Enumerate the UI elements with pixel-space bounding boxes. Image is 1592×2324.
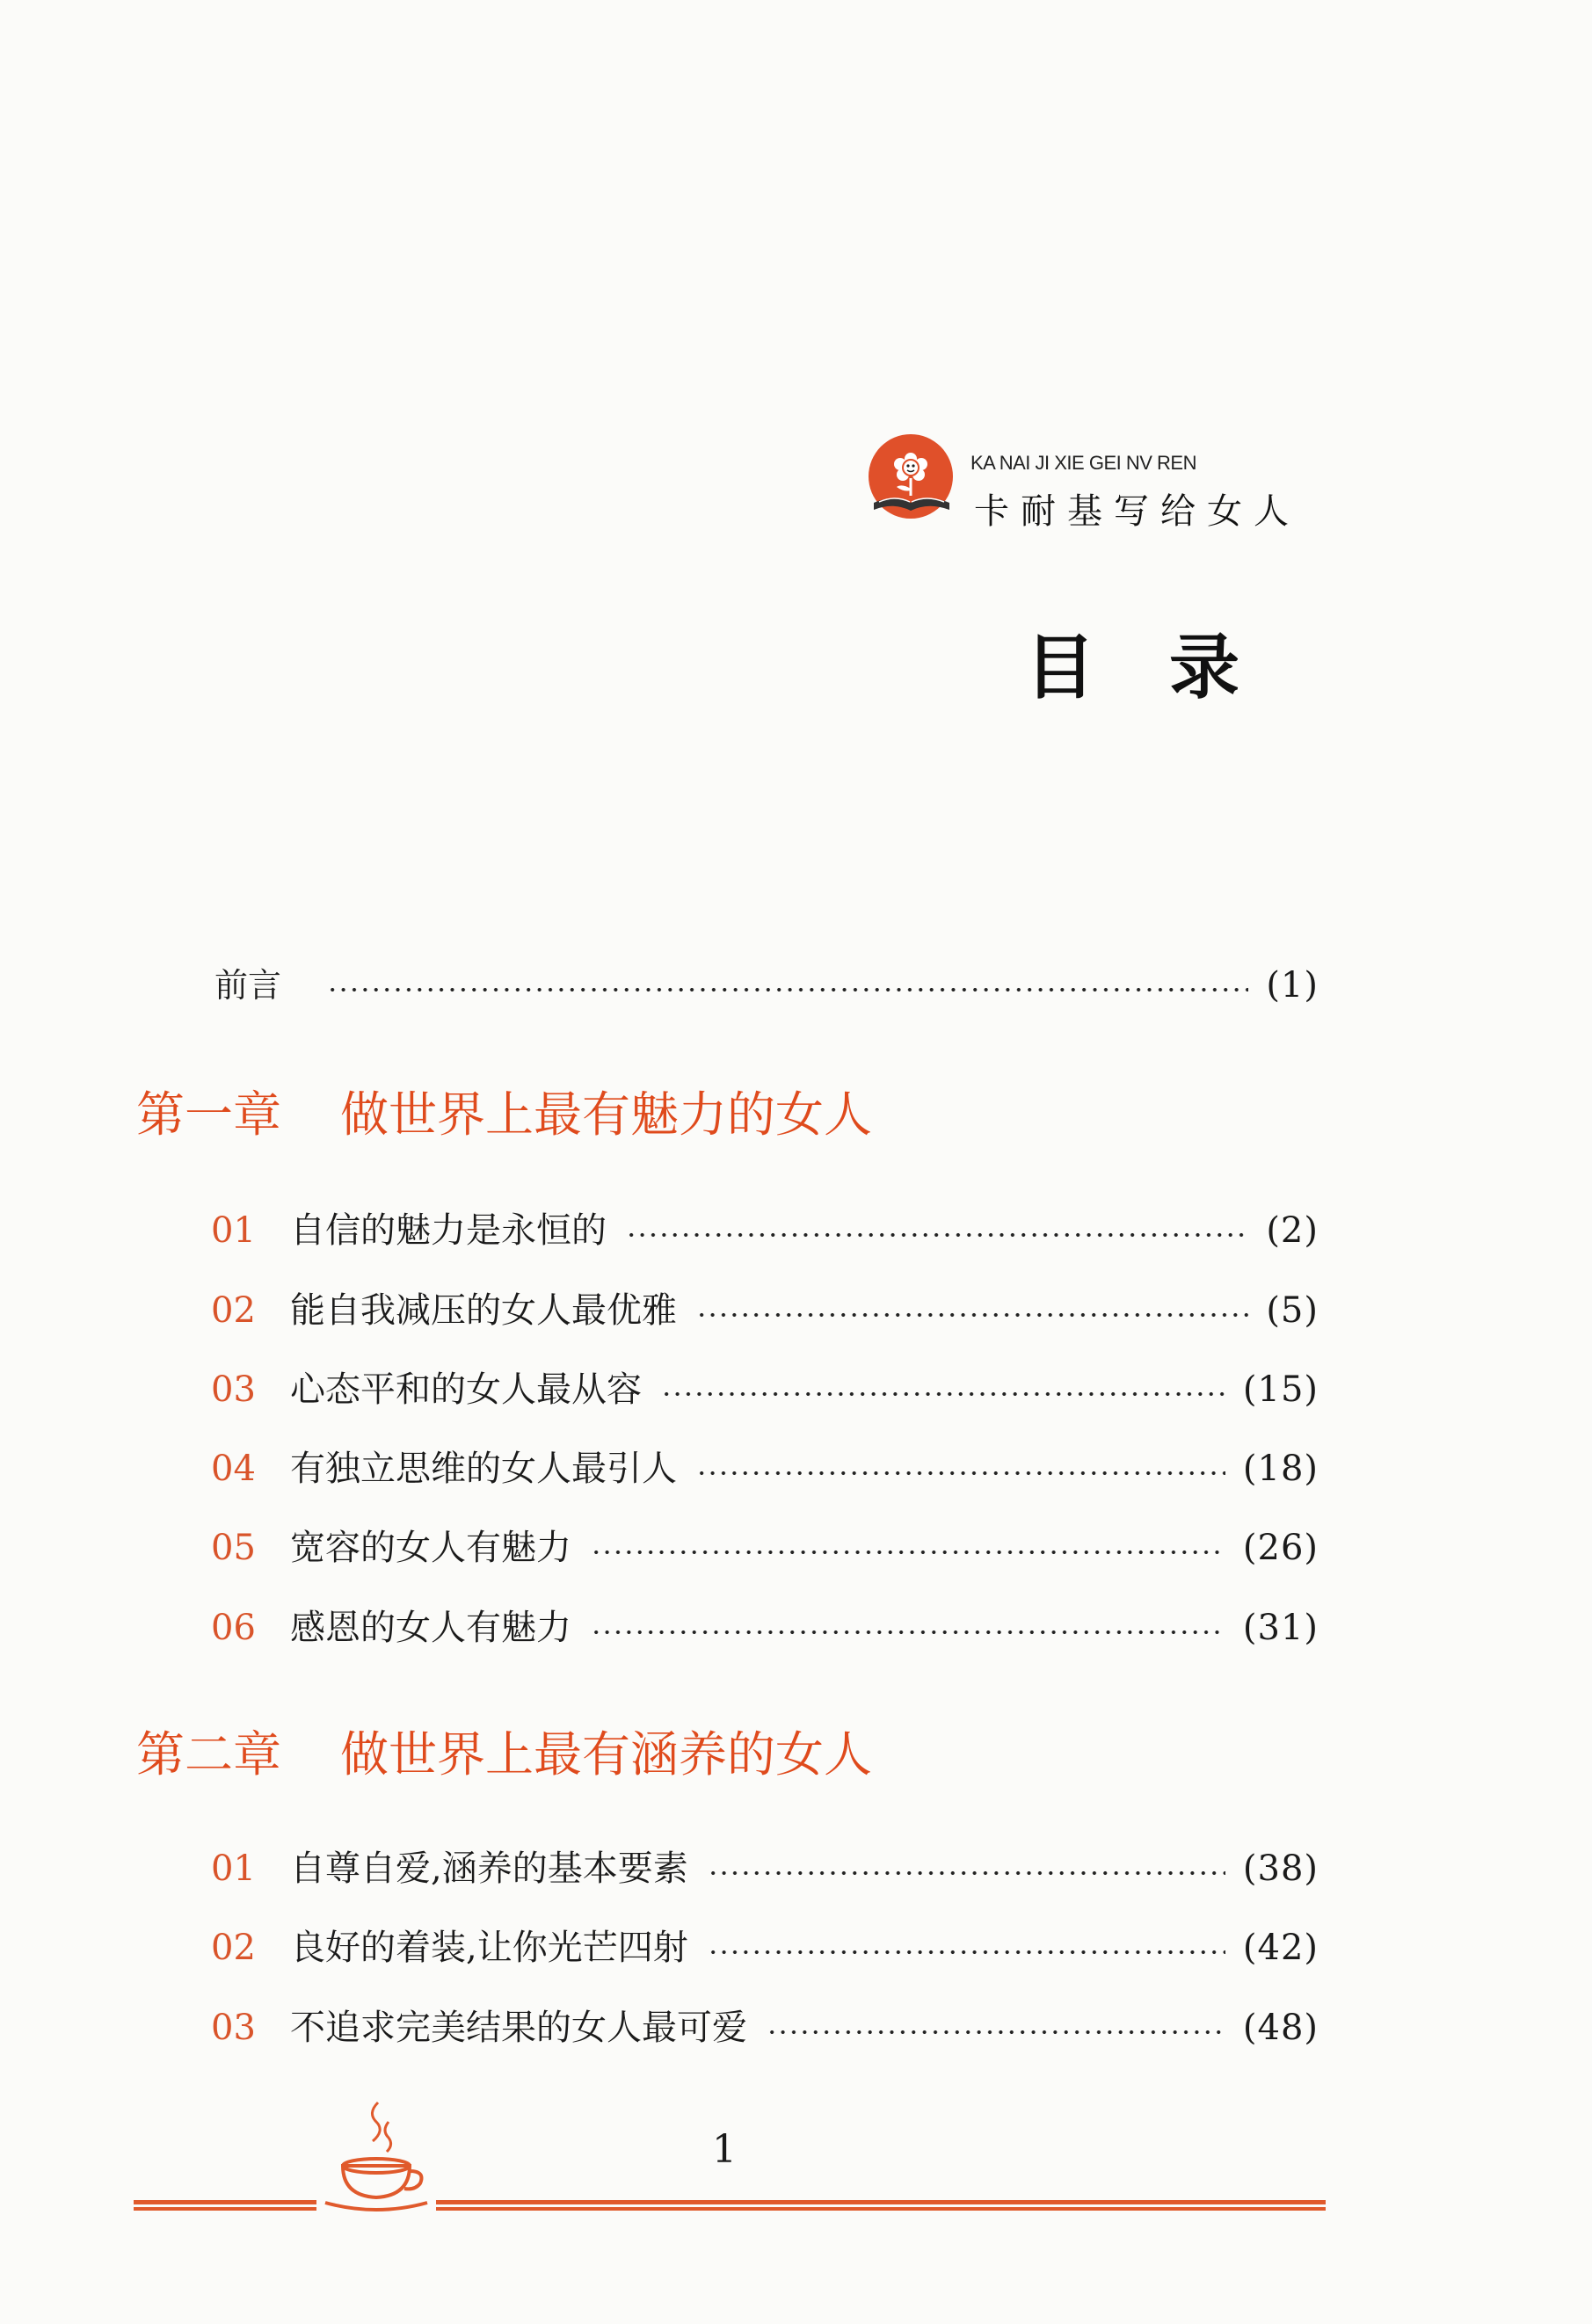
entry-page: (26)	[1242, 1528, 1319, 1568]
entry-number: 05	[211, 1528, 256, 1568]
dot-leader	[591, 1550, 1225, 1555]
entry-page: (31)	[1242, 1608, 1319, 1648]
dot-leader	[696, 1312, 1248, 1318]
entry-text: 自信的魅力是永恒的	[290, 1210, 607, 1251]
entry-number: 04	[211, 1449, 256, 1489]
chapter-label: 第一章	[136, 1086, 282, 1143]
entry-page: (2)	[1266, 1210, 1319, 1251]
entry-page: (15)	[1242, 1369, 1319, 1410]
entry-number: 01	[211, 1210, 256, 1251]
chapter-heading[interactable]	[136, 1076, 872, 1145]
entry-number: 02	[211, 1290, 256, 1331]
toc-entry[interactable]	[211, 1441, 1319, 1491]
entry-text: 感恩的女人有魅力	[290, 1608, 571, 1648]
entry-text: 自尊自爱,涵养的基本要素	[290, 1848, 688, 1889]
entry-number: 01	[211, 1848, 256, 1889]
entry-number: 06	[211, 1608, 256, 1648]
toc-entry[interactable]	[211, 1202, 1319, 1253]
flower-book-logo-icon	[861, 432, 958, 525]
entry-text: 心态平和的女人最从容	[290, 1369, 642, 1410]
dot-leader	[327, 987, 1248, 992]
dot-leader	[661, 1391, 1225, 1397]
toc-entry[interactable]	[211, 1841, 1319, 1891]
dot-leader	[767, 2030, 1225, 2035]
entry-page: (18)	[1242, 1449, 1319, 1489]
entry-page: (48)	[1242, 2008, 1319, 2048]
series-title: 卡耐基写给女人	[974, 491, 1300, 532]
entry-number: 03	[211, 1369, 256, 1410]
entry-text: 能自我减压的女人最优雅	[290, 1290, 677, 1331]
dot-leader	[591, 1630, 1225, 1635]
dot-leader	[708, 1950, 1225, 1955]
entry-page: (1)	[1266, 965, 1319, 1006]
chapter-title: 做世界上最有涵养的女人	[340, 1726, 873, 1783]
dot-leader	[708, 1870, 1225, 1876]
entry-text: 前言	[214, 966, 282, 1005]
entry-text: 良好的着装,让你光芒四射	[290, 1928, 688, 1968]
entry-page: (5)	[1266, 1290, 1319, 1331]
entry-text: 有独立思维的女人最引人	[290, 1449, 677, 1489]
entry-page: (42)	[1242, 1928, 1319, 1968]
toc-title: 目录	[1025, 627, 1313, 708]
entry-page: (38)	[1242, 1848, 1319, 1889]
entry-number: 02	[211, 1928, 256, 1968]
toc-entry[interactable]	[211, 1520, 1319, 1570]
page-number: 1	[712, 2127, 737, 2172]
entry-number: 03	[211, 2008, 256, 2048]
toc-entry-preface[interactable]	[214, 958, 1319, 1006]
entry-text: 宽容的女人有魅力	[290, 1528, 571, 1568]
chapter-label: 第二章	[136, 1726, 282, 1783]
footer-rule	[134, 2197, 1326, 2213]
series-pinyin: KA NAI JI XIE GEI NV REN	[970, 452, 1196, 474]
entry-text: 不追求完美结果的女人最可爱	[290, 2008, 747, 2048]
dot-leader	[626, 1232, 1248, 1238]
chapter-title: 做世界上最有魅力的女人	[340, 1086, 873, 1143]
chapter-heading[interactable]	[136, 1716, 872, 1785]
toc-entry[interactable]	[211, 1600, 1319, 1650]
toc-entry[interactable]	[211, 1362, 1319, 1412]
coffee-cup-icon	[316, 2099, 436, 2222]
dot-leader	[696, 1471, 1225, 1476]
toc-entry[interactable]	[211, 2000, 1319, 2050]
toc-entry[interactable]	[211, 1920, 1319, 1970]
toc-entry[interactable]	[211, 1282, 1319, 1333]
